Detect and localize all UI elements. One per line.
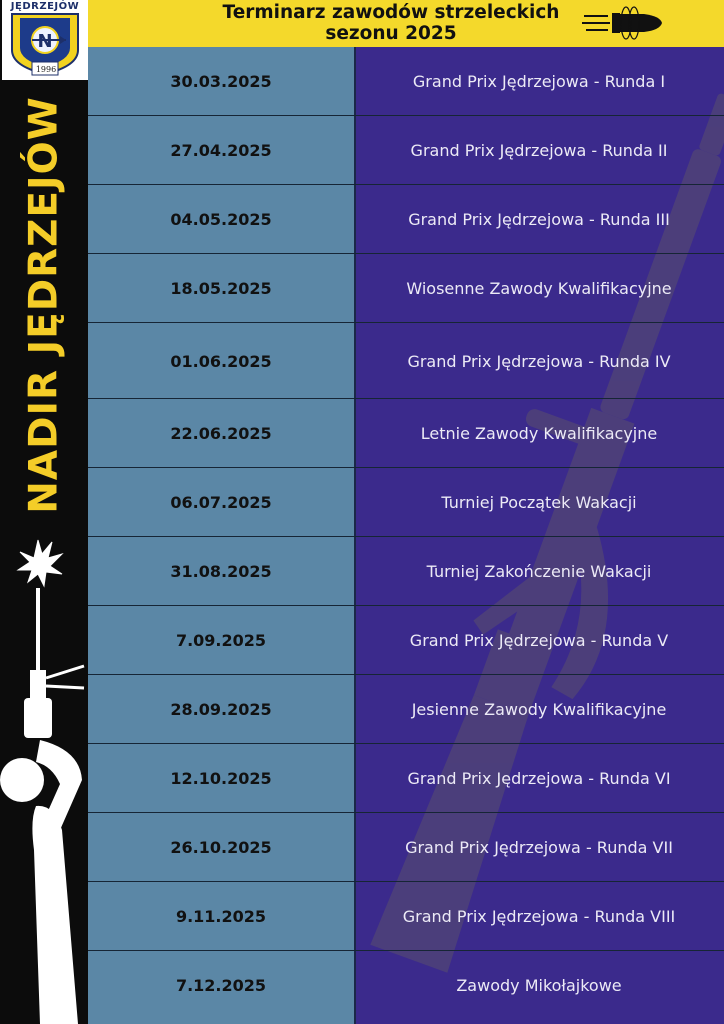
- event-name: Grand Prix Jędrzejowa - Runda IV: [407, 351, 671, 371]
- event-date: 9.11.2025: [175, 907, 267, 926]
- logo-year: 1996: [35, 65, 57, 74]
- schedule-row: [88, 116, 724, 185]
- logo-city-name: JĘDRZEJÓW: [10, 1, 80, 12]
- schedule-row: [88, 951, 724, 1020]
- event-date: 22.06.2025: [170, 424, 272, 443]
- schedule-row: [88, 537, 724, 606]
- event-date: 01.06.2025: [170, 351, 272, 371]
- club-name-vertical: NADIR JĘDRZEJÓW: [21, 96, 67, 514]
- event-date: 18.05.2025: [170, 279, 272, 298]
- page-title-line2: sezonu 2025: [325, 23, 457, 44]
- event-name: Grand Prix Jędrzejowa - Runda I: [412, 72, 666, 91]
- club-logo: [2, 0, 88, 80]
- event-name: Grand Prix Jędrzejowa - Runda V: [409, 631, 669, 650]
- event-date: 7.09.2025: [175, 631, 267, 650]
- schedule-row: [88, 882, 724, 951]
- speeding-bullet-icon: [582, 4, 664, 42]
- schedule-row: [88, 606, 724, 675]
- schedule-row: [88, 185, 724, 254]
- sidebar: [0, 0, 88, 1024]
- schedule-row: [88, 47, 724, 116]
- event-date: 27.04.2025: [170, 141, 272, 160]
- event-date: 26.10.2025: [170, 838, 272, 857]
- event-name: Turniej Początek Wakacji: [441, 493, 637, 512]
- event-name: Grand Prix Jędrzejowa - Runda VII: [405, 838, 673, 857]
- event-date: 04.05.2025: [170, 210, 272, 229]
- event-date: 28.09.2025: [170, 700, 272, 719]
- event-name: Zawody Mikołajkowe: [456, 976, 622, 995]
- event-date: 31.08.2025: [170, 562, 272, 581]
- event-name: Turniej Zakończenie Wakacji: [426, 562, 652, 581]
- event-date: 06.07.2025: [170, 493, 272, 512]
- event-name: Grand Prix Jędrzejowa - Runda VI: [407, 769, 671, 788]
- event-name: Grand Prix Jędrzejowa - Runda II: [410, 141, 668, 160]
- schedule-table: [88, 47, 724, 1024]
- schedule-row: [88, 254, 724, 323]
- event-name: Letnie Zawody Kwalifikacyjne: [420, 424, 658, 443]
- schedule-row: [88, 468, 724, 537]
- page-title-line1: Terminarz zawodów strzeleckich: [222, 2, 560, 23]
- event-date: 30.03.2025: [170, 72, 272, 91]
- event-date: 12.10.2025: [170, 769, 272, 788]
- schedule-row: [88, 744, 724, 813]
- svg-text:N: N: [37, 31, 53, 52]
- event-date: 7.12.2025: [175, 976, 267, 995]
- shooter-silhouette-icon: [0, 530, 88, 1024]
- event-name: Jesienne Zawody Kwalifikacyjne: [411, 700, 667, 719]
- header-banner: [88, 0, 724, 47]
- event-name: Grand Prix Jędrzejowa - Runda VIII: [402, 907, 676, 926]
- schedule-row: [88, 813, 724, 882]
- schedule-row: [88, 675, 724, 744]
- event-name: Wiosenne Zawody Kwalifikacyjne: [406, 279, 672, 298]
- schedule-row: [88, 399, 724, 468]
- event-name: Grand Prix Jędrzejowa - Runda III: [408, 210, 670, 229]
- schedule-row: [88, 323, 724, 399]
